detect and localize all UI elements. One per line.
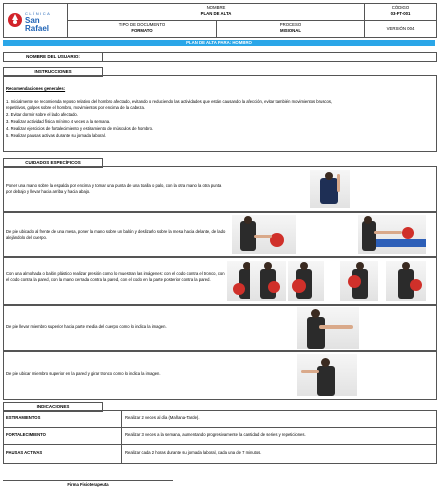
logo-line2: San [25, 16, 40, 25]
table-divider [4, 427, 436, 428]
table-divider [121, 411, 122, 463]
cuidados-title: CUIDADOS ESPECÍFICOS [3, 158, 103, 168]
table-divider [4, 444, 436, 445]
instruction-item: repetitivos, golpes sobre el hombro, movimientos por encima de la cabeza. [6, 105, 145, 110]
instruction-item: 3. Realizar actividad física mínimo 4 veces a la semana. [6, 119, 111, 124]
exercise-photo-cross-body-stretch [297, 307, 359, 349]
instrucciones-box [3, 75, 437, 152]
exercise-photo-isometric-2 [250, 261, 286, 301]
instrucciones-title: INSTRUCCIONES [3, 67, 103, 77]
instruction-item: 4. Realizar ejercicios de fortalecimiento y estiramiento de músculos de hombro. [6, 126, 154, 131]
instruction-item: 2. Evitar dormir sobre el lado afectado. [6, 112, 78, 117]
signature-label: Firma Fisioterapeuta [67, 482, 109, 487]
exercise-photo-isometric-3 [288, 261, 324, 301]
logo-line3: Rafael [25, 24, 50, 33]
codigo-label: CÓDIGO [391, 5, 410, 10]
document-header [3, 3, 437, 38]
proceso-label: PROCESO [279, 22, 302, 27]
exercise-text: Poner una mano sobre la espalda por encima y tomar una punta de una toalla o palo, con la otra mano la otra punta por debajo y llevar hacia arriba y hacia abajo. [6, 183, 222, 194]
instrucciones-subtitle: Recomendaciones generales: [6, 86, 66, 91]
indicacion-label: ESTIRAMIENTOS [6, 415, 41, 420]
signature-line [3, 480, 173, 481]
exercise-photo-ball-slide-side [358, 215, 426, 254]
user-name-label: NOMBRE DEL USUARIO: [3, 52, 103, 62]
tipo-value: FORMATO [131, 28, 153, 33]
exercise-photo-isometric-5 [386, 261, 426, 301]
proceso-value: MISIONAL [279, 28, 301, 33]
codigo-value: 03-FT-001 [390, 11, 411, 16]
indicacion-value: Realizar 3 veces a la semana, aumentando progresivamente la cantidad de series y repeticiones. [125, 432, 306, 437]
exercise-photo-towel-stretch [310, 170, 350, 208]
indicacion-value: Realizar cada 2 horas durante su jornada laboral, cada una de 7 minutos. [125, 450, 262, 455]
header-divider [67, 20, 436, 21]
exercise-photo-wall-rotation [297, 354, 357, 396]
exercise-row [3, 256, 437, 306]
version-label: VERSIÓN 004 [386, 26, 415, 31]
indicacion-label: FORTALECIMIENTO [6, 432, 46, 437]
nombre-value: PLAN DE ALTA [200, 11, 232, 16]
nombre-label: NOMBRE [206, 5, 226, 10]
exercise-text: De pie llevar miembro superior hacia parte media del cuerpo como lo indica la imagen. [6, 324, 167, 329]
plan-banner: PLAN DE ALTA PARA: HOMBRO [3, 40, 435, 46]
exercise-text: Con una almohada o balón plástico realizar presión como lo muestran las imágenes: con el codo contra el tronco, con el codo contra la pared, con la mano cerrada contra la pared, con el codo en la parte posterior contra la pared. [6, 271, 225, 282]
exercise-text: De pie ubicar miembro superior en la pared y girar tronco como lo indica la imagen. [6, 371, 161, 376]
indicacion-label: PAUSAS ACTIVAS [6, 450, 43, 455]
instruction-item: 1. Inicialmente se recomienda reposo relativo del hombro afectado, evitando o reduciendo las actividades que están causando la afección, evitar también movimientos bruscos, [6, 99, 333, 104]
indicaciones-title: INDICACIONES [3, 402, 103, 412]
exercise-photo-ball-slide-front [232, 215, 296, 254]
tipo-label: TIPO DE DOCUMENTO [118, 22, 166, 27]
indicacion-value: Realizar 2 veces al día (Mañana-Tarde). [125, 415, 200, 420]
indicaciones-table [3, 410, 437, 464]
exercise-row [3, 211, 437, 258]
clinic-logo [4, 4, 66, 37]
exercise-text: De pie ubicado al frente de una mesa, poner la mano sobre un balón y deslizarlo sobre la mesa hacia delante, de lado alejándolo del cuerpo. [6, 229, 226, 240]
exercise-row [3, 304, 437, 352]
user-name-row [3, 52, 437, 62]
exercise-photo-isometric-4 [340, 261, 378, 301]
exercise-row [3, 350, 437, 400]
exercise-row [3, 166, 437, 213]
instruction-item: 5. Realizar pausas activas durante su jornada laboral. [6, 133, 106, 138]
logo-line1: CLÍNICA [25, 11, 52, 16]
